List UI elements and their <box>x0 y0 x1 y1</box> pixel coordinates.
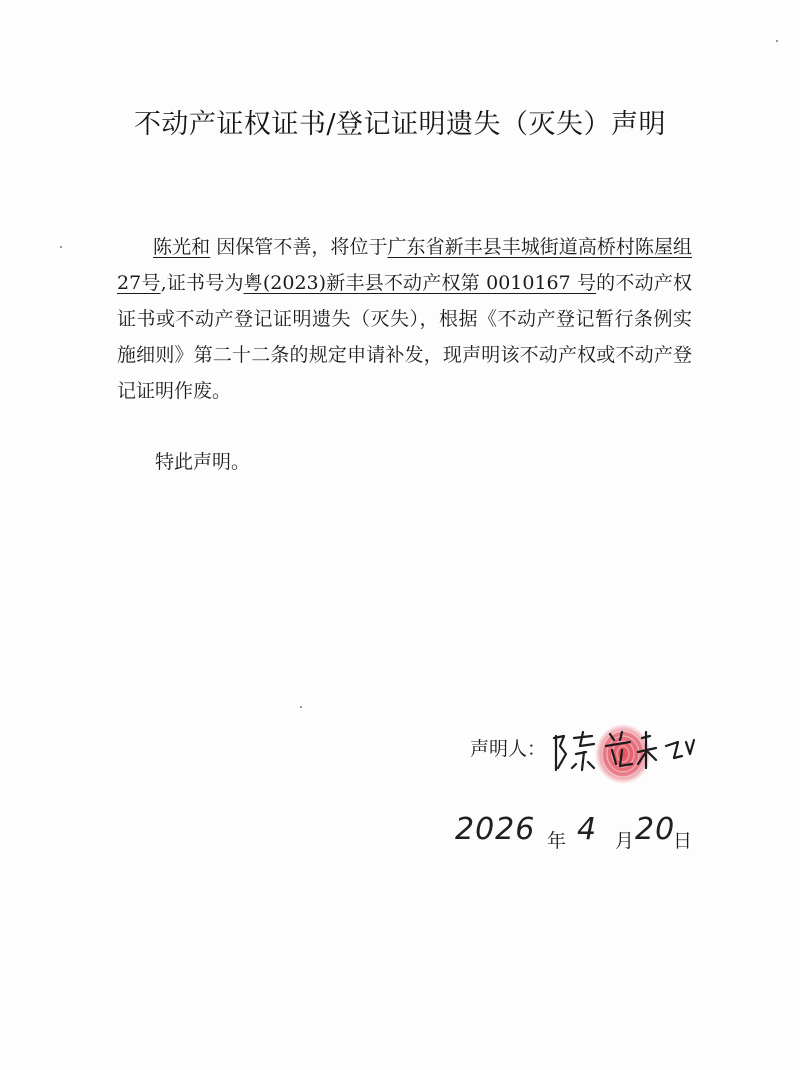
paragraph-segment-2: ,证书号为 <box>160 272 244 294</box>
property-address: 广东省新丰县丰城街道高桥村陈屋组27号 <box>117 236 692 294</box>
document-title: 不动产证权证书/登记证明遗失（灭失）声明 <box>133 109 667 140</box>
date-month: 4 <box>577 812 598 847</box>
scan-speck <box>776 40 778 42</box>
signer-label: 声明人： <box>470 738 547 760</box>
paragraph-segment-1: 因保管不善，将位于 <box>216 236 388 258</box>
declarant-name: 陈光和 <box>153 236 211 258</box>
declaration-paragraph <box>117 229 692 409</box>
date-year-char: 年 <box>547 830 567 852</box>
signer-block <box>470 720 720 780</box>
date-month-char: 月 <box>615 830 635 852</box>
date-day-char: 日 <box>673 830 693 852</box>
date-day: 20 <box>635 812 676 847</box>
closing-statement: 特此声明。 <box>155 451 251 473</box>
date-year: 2026 <box>455 812 536 847</box>
signature-date <box>455 812 695 862</box>
scan-speck <box>60 246 62 248</box>
paragraph-segment-3: 的不动产权证书或不动产登记证明遗失（灭失），根据《不动产登记暂行条例实施细则》第二十二条的规定申请补发，现声明该不动产权或不动产登记证明作废。 <box>117 272 692 402</box>
certificate-number: 粤(2023)新丰县不动产权第 0010167 号 <box>243 272 597 294</box>
scan-speck <box>300 706 302 708</box>
handwritten-signature <box>550 724 700 780</box>
